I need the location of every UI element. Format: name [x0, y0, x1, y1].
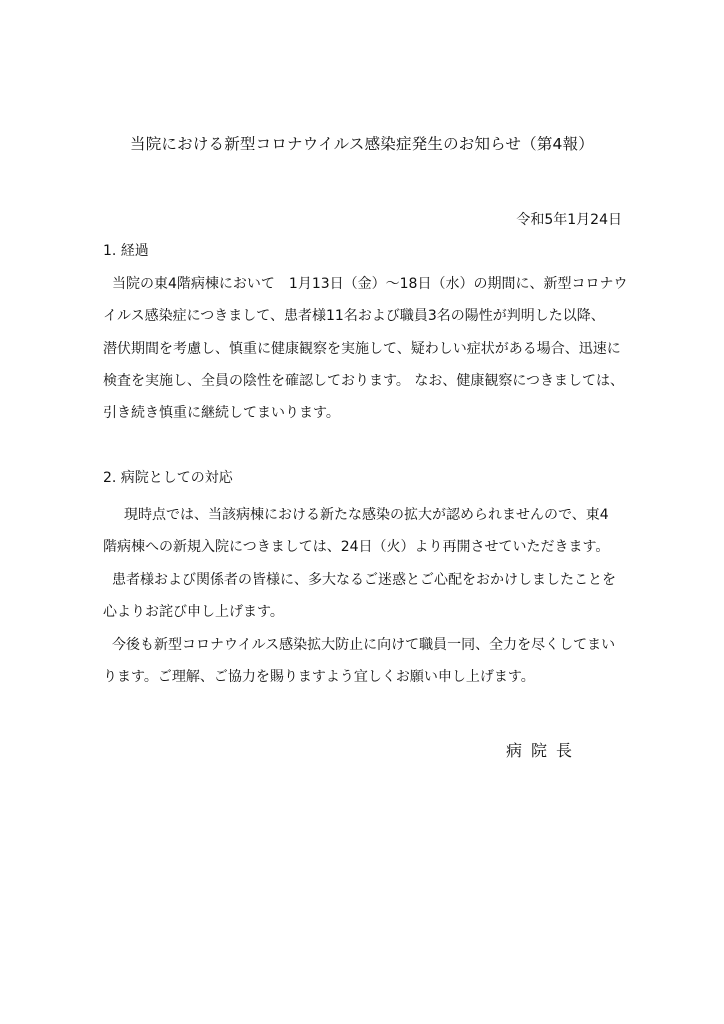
section1-line: イルス感染症につきまして、患者様11名および職員3名の陽性が判明した以降、 [103, 308, 605, 324]
section1-line: 検査を実施し、全員の陰性を確認しております。 なお、健康観察につきましては、 [103, 373, 625, 389]
section1-line: 当院の東4階病棟において 1月13日（金）～18日（水）の期間に、新型コロナウ [112, 276, 628, 292]
section2-line: 患者様および関係者の皆様に、多大なるご迷惑とご心配をおかけしましたことを [112, 572, 616, 588]
section-heading-response: 2. 病院としての対応 [103, 470, 233, 486]
section-heading-progress: 1. 経過 [103, 243, 149, 259]
document-title: 当院における新型コロナウイルス感染症発生のお知らせ（第4報） [130, 135, 594, 153]
signature-hospital-director: 病院長 [506, 741, 582, 760]
section1-line: 引き続き慎重に継続してまいります。 [103, 405, 340, 421]
section2-line: 今後も新型コロナウイルス感染拡大防止に向けて職員一同、全力を尽くしてまい [112, 637, 616, 653]
section1-line: 潜伏期間を考慮し、慎重に健康観察を実施して、疑わしい症状がある場合、迅速に [103, 341, 621, 357]
section2-line: 階病棟への新規入院につきましては、24日（火）より再開させていただきます。 [103, 539, 610, 555]
section2-line: ります。ご理解、ご協力を賜りますよう宜しくお願い申し上げます。 [103, 669, 535, 685]
section2-line: 心よりお詫び申し上げます。 [103, 604, 284, 620]
section2-line: 現時点では、当該病棟における新たな感染の拡大が認められませんので、東4 [124, 507, 609, 523]
document-date: 令和5年1月24日 [516, 212, 622, 228]
